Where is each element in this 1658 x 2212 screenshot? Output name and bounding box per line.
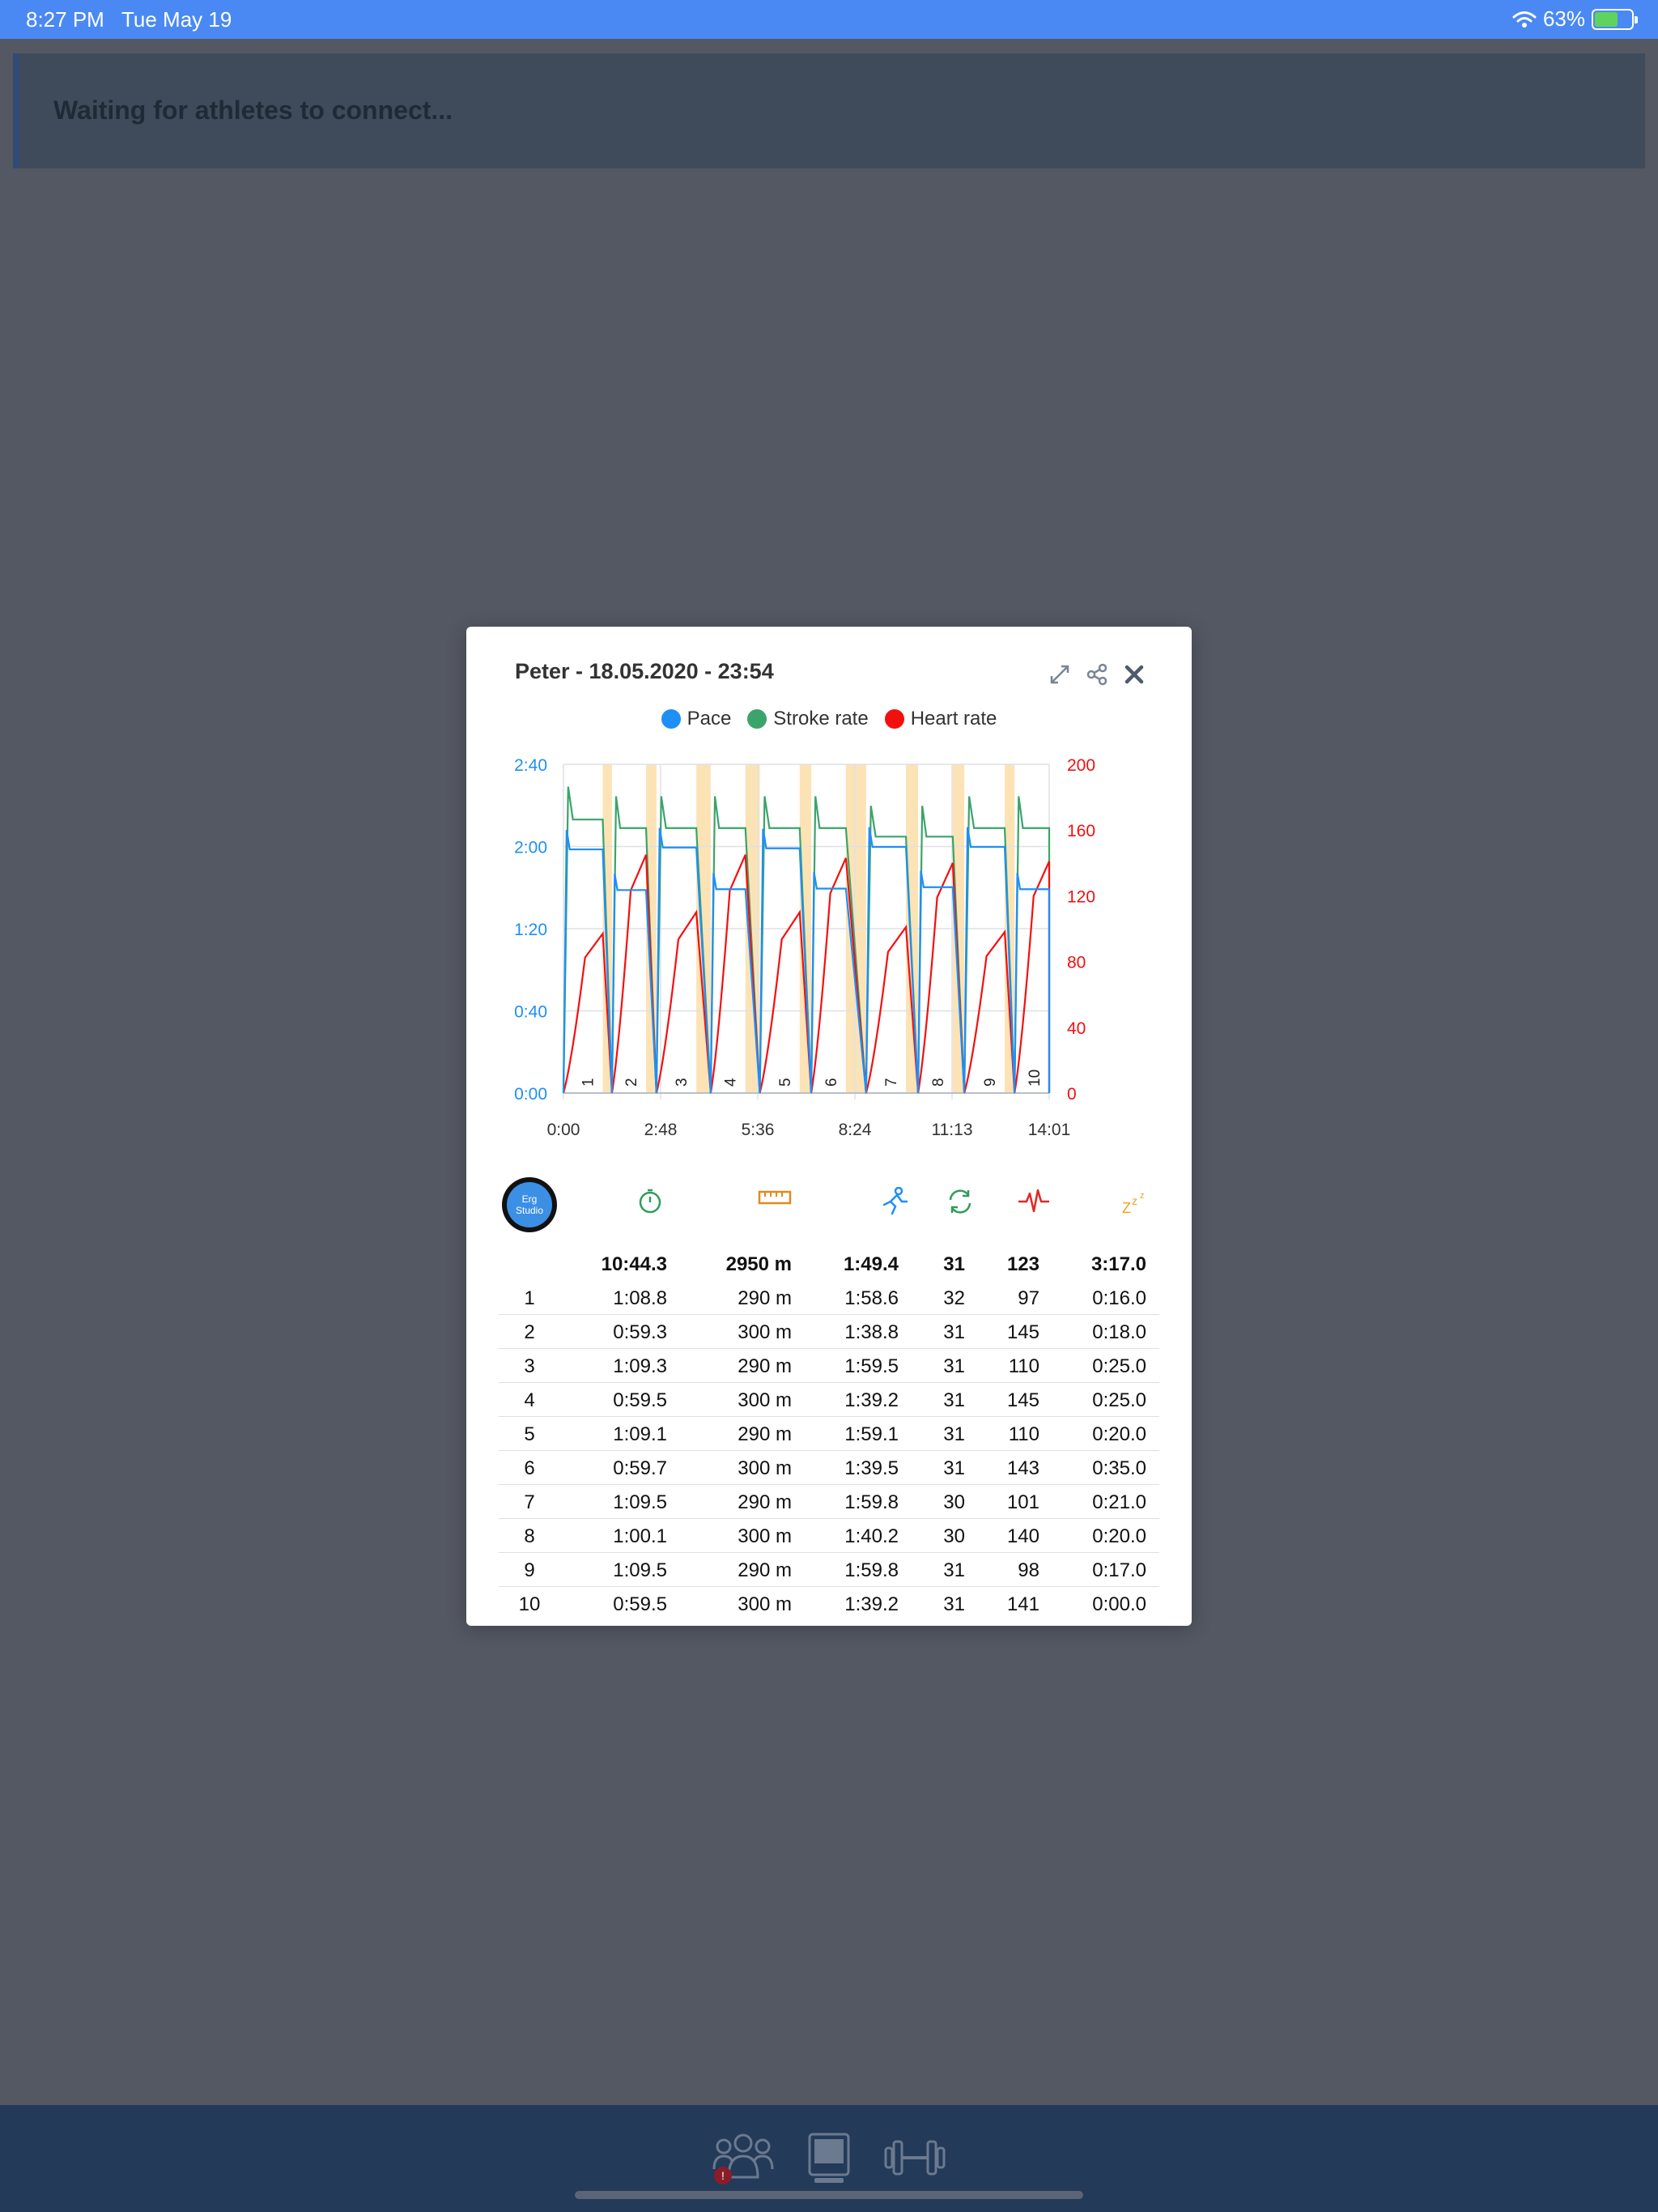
row-rest: 0:35.0 (1092, 1457, 1146, 1479)
total-rate: 31 (943, 1253, 965, 1275)
row-hr: 98 (1018, 1559, 1039, 1581)
row-time: 1:09.5 (613, 1559, 667, 1581)
row-time: 0:59.3 (613, 1321, 667, 1343)
x-tick-label: 11:13 (931, 1121, 973, 1139)
ruler-icon (758, 1187, 792, 1208)
logo-line2: Studio (515, 1205, 544, 1216)
row-distance: 300 m (738, 1321, 792, 1343)
row-distance: 290 m (738, 1491, 792, 1513)
status-date: Tue May 19 (121, 7, 232, 32)
legend-heart-rate-dot (885, 709, 904, 729)
row-number: 4 (524, 1389, 535, 1411)
wifi-icon (1512, 10, 1537, 29)
interval-label: 9 (982, 1078, 1000, 1087)
modal-actions (1048, 662, 1146, 687)
table-row[interactable] (499, 1281, 1159, 1315)
modal-title: Peter - 18.05.2020 - 23:54 (515, 659, 774, 683)
table-row-total (499, 1247, 1159, 1281)
y-right-tick-label: 200 (1067, 756, 1096, 775)
row-rate: 31 (943, 1423, 965, 1445)
chart-legend (466, 708, 1192, 730)
x-tick-label: 14:01 (1027, 1121, 1071, 1139)
workouts-tab[interactable] (881, 2129, 949, 2186)
row-distance: 290 m (738, 1423, 792, 1445)
interval-label: 10 (1027, 1069, 1044, 1087)
row-rate: 30 (943, 1491, 965, 1513)
interval-label: 8 (929, 1078, 947, 1087)
table-row[interactable] (499, 1383, 1159, 1417)
legend-stroke-rate[interactable] (747, 708, 868, 730)
status-right (1512, 6, 1634, 32)
row-rate: 30 (943, 1525, 965, 1547)
y-left-tick-label: 2:00 (514, 838, 547, 857)
interval-label: 6 (823, 1078, 840, 1087)
row-pace: 1:58.6 (844, 1287, 899, 1309)
row-number: 2 (524, 1321, 535, 1343)
legend-pace-label: Pace (687, 708, 732, 730)
row-number: 8 (524, 1525, 535, 1547)
session-modal (466, 627, 1192, 1626)
table-row[interactable] (499, 1553, 1159, 1587)
y-left-tick-label: 0:00 (514, 1085, 547, 1104)
row-number: 7 (524, 1491, 535, 1513)
total-distance: 2950 m (725, 1253, 792, 1275)
row-rate: 31 (943, 1593, 965, 1615)
dumbbell-icon (882, 2133, 947, 2182)
heartbeat-icon (1017, 1187, 1051, 1214)
logo-line1: Erg (521, 1193, 538, 1205)
row-rate: 31 (943, 1559, 965, 1581)
erg-tab[interactable] (795, 2129, 863, 2186)
row-rate: 31 (943, 1355, 965, 1377)
interval-label: 1 (580, 1078, 597, 1087)
sleep-icon (1120, 1187, 1150, 1216)
row-hr: 110 (1008, 1423, 1039, 1445)
row-hr: 97 (1018, 1287, 1039, 1309)
interval-label: 5 (776, 1078, 794, 1087)
row-distance: 300 m (738, 1457, 792, 1479)
row-time: 1:09.1 (613, 1423, 667, 1445)
legend-stroke-rate-label: Stroke rate (773, 708, 869, 730)
row-rest: 0:17.0 (1092, 1559, 1146, 1581)
share-icon[interactable] (1085, 662, 1109, 687)
row-rest: 0:16.0 (1092, 1287, 1146, 1309)
athletes-tab[interactable] (709, 2129, 777, 2186)
row-number: 9 (524, 1559, 535, 1581)
row-rest: 0:25.0 (1092, 1389, 1146, 1411)
y-right-tick-label: 0 (1067, 1085, 1077, 1104)
tab-list (0, 2129, 1658, 2186)
waiting-text: Waiting for athletes to connect... (53, 96, 453, 125)
row-pace: 1:59.5 (844, 1355, 899, 1377)
row-distance: 300 m (738, 1525, 792, 1547)
erg-monitor-icon (805, 2131, 853, 2184)
legend-heart-rate-label: Heart rate (910, 708, 997, 730)
y-left-tick-label: 0:40 (514, 1002, 547, 1022)
y-right-tick-label: 80 (1067, 953, 1086, 972)
y-left-tick-label: 1:20 (514, 921, 547, 939)
y-left-tick-label: 2:40 (514, 756, 547, 775)
row-rest: 0:20.0 (1092, 1423, 1146, 1445)
x-tick-label: 5:36 (741, 1121, 775, 1139)
total-pace: 1:49.4 (843, 1253, 899, 1275)
interval-label: 3 (674, 1078, 691, 1087)
interval-label: 7 (883, 1078, 901, 1087)
row-hr: 141 (1006, 1593, 1039, 1615)
row-distance: 290 m (738, 1355, 792, 1377)
x-tick-label: 8:24 (838, 1121, 872, 1139)
table-row[interactable] (499, 1315, 1159, 1349)
row-number: 10 (518, 1593, 541, 1615)
battery-icon (1592, 9, 1634, 30)
row-number: 5 (524, 1423, 535, 1445)
row-number: 6 (524, 1457, 535, 1479)
row-number: 3 (524, 1355, 535, 1377)
row-rest: 0:21.0 (1092, 1491, 1146, 1513)
table-row[interactable] (499, 1587, 1159, 1621)
total-hr: 123 (1006, 1253, 1039, 1275)
row-pace: 1:59.1 (844, 1423, 899, 1445)
splits-table (499, 1177, 1159, 1621)
row-rate: 31 (943, 1321, 965, 1343)
svg-text:Z: Z (1122, 1200, 1131, 1216)
legend-pace[interactable] (661, 708, 732, 730)
row-hr: 101 (1006, 1491, 1039, 1513)
row-rate: 31 (943, 1389, 965, 1411)
status-time: 8:27 PM (26, 7, 104, 32)
svg-text:z: z (1132, 1194, 1137, 1207)
row-pace: 1:39.2 (844, 1389, 899, 1411)
legend-pace-dot (661, 709, 681, 729)
expand-icon[interactable] (1048, 662, 1072, 687)
rower-icon (881, 1187, 908, 1216)
row-rate: 32 (943, 1287, 965, 1309)
row-rest: 0:20.0 (1092, 1525, 1146, 1547)
y-right-tick-label: 40 (1067, 1019, 1086, 1038)
y-right-tick-label: 120 (1067, 887, 1096, 907)
status-bar (0, 0, 1658, 39)
stopwatch-icon (636, 1187, 664, 1214)
row-number: 1 (524, 1287, 535, 1309)
home-indicator[interactable] (575, 2191, 1083, 2199)
row-hr: 143 (1006, 1457, 1039, 1479)
table-row[interactable] (499, 1519, 1159, 1553)
table-icon-row (499, 1177, 1159, 1247)
row-distance: 300 m (738, 1389, 792, 1411)
row-hr: 145 (1006, 1389, 1039, 1411)
row-pace: 1:39.2 (844, 1593, 899, 1615)
row-pace: 1:59.8 (844, 1491, 899, 1513)
waiting-banner (13, 53, 1645, 168)
refresh-icon (946, 1187, 975, 1216)
close-icon[interactable] (1122, 662, 1146, 687)
row-time: 1:09.3 (613, 1355, 667, 1377)
row-pace: 1:38.8 (844, 1321, 899, 1343)
row-time: 0:59.5 (613, 1593, 667, 1615)
row-distance: 290 m (738, 1287, 792, 1309)
row-distance: 290 m (738, 1559, 792, 1581)
athletes-badge: ! (714, 2167, 732, 2184)
workout-chart[interactable] (499, 740, 1159, 1145)
row-rest: 0:18.0 (1092, 1321, 1146, 1343)
x-tick-label: 0:00 (546, 1121, 580, 1139)
row-distance: 300 m (738, 1593, 792, 1615)
table-row[interactable] (499, 1451, 1159, 1485)
row-rest: 0:00.0 (1092, 1593, 1146, 1615)
row-time: 1:00.1 (613, 1525, 667, 1547)
x-tick-label: 2:48 (644, 1121, 678, 1139)
erg-studio-logo (502, 1177, 557, 1232)
y-right-tick-label: 160 (1067, 822, 1096, 841)
table-row[interactable] (499, 1485, 1159, 1519)
row-pace: 1:59.8 (844, 1559, 899, 1581)
legend-stroke-rate-dot (747, 709, 767, 729)
table-row[interactable] (499, 1349, 1159, 1383)
row-hr: 145 (1006, 1321, 1039, 1343)
row-time: 1:09.5 (613, 1491, 667, 1513)
interval-label: 2 (623, 1078, 641, 1087)
table-row[interactable] (499, 1417, 1159, 1451)
total-rest: 3:17.0 (1090, 1253, 1146, 1275)
row-hr: 140 (1006, 1525, 1039, 1547)
battery-percent: 63% (1542, 6, 1585, 31)
row-hr: 110 (1008, 1355, 1039, 1377)
row-pace: 1:39.5 (844, 1457, 899, 1479)
row-rate: 31 (943, 1457, 965, 1479)
svg-text:z: z (1140, 1191, 1145, 1201)
row-pace: 1:40.2 (844, 1525, 899, 1547)
row-time: 0:59.5 (613, 1389, 667, 1411)
row-time: 1:08.8 (613, 1287, 667, 1309)
interval-label: 4 (722, 1078, 740, 1087)
row-rest: 0:25.0 (1092, 1355, 1146, 1377)
legend-heart-rate[interactable] (885, 708, 997, 730)
row-time: 0:59.7 (613, 1457, 667, 1479)
total-time: 10:44.3 (601, 1253, 667, 1275)
